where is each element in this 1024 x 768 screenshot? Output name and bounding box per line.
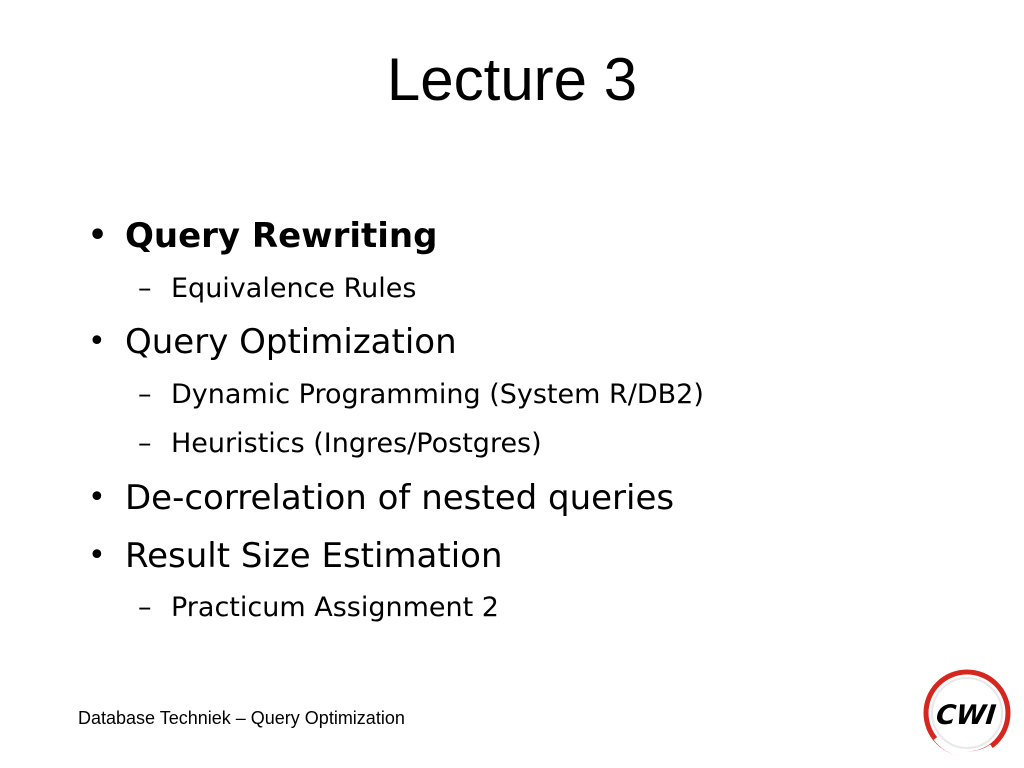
logo-text: CWI [934, 700, 998, 731]
sub-bullet-marker: – [138, 273, 152, 304]
sub-bullet-marker: – [138, 379, 152, 410]
sub-bullet-item [138, 271, 417, 307]
sub-bullet-text: Heuristics (Ingres/Postgres) [171, 428, 542, 459]
bullet-marker: • [88, 480, 106, 515]
bullet-marker: • [88, 218, 108, 253]
sub-bullet-marker: – [138, 592, 152, 623]
bullet-marker: • [88, 538, 106, 573]
bullet-item [88, 534, 503, 578]
cwi-logo [922, 668, 1012, 758]
sub-bullet-marker: – [138, 428, 152, 459]
bullet-item [88, 476, 675, 520]
sub-bullet-item [138, 377, 704, 413]
bullet-item [88, 320, 457, 364]
bullet-text: Query Optimization [125, 322, 457, 362]
bullet-text: De-correlation of nested queries [125, 478, 675, 518]
sub-bullet-text: Equivalence Rules [171, 273, 417, 304]
bullet-text: Result Size Estimation [125, 536, 503, 576]
bullet-marker: • [88, 324, 106, 359]
slide-title: Lecture 3 [386, 46, 638, 113]
sub-bullet-item [138, 590, 499, 626]
sub-bullet-text: Dynamic Programming (System R/DB2) [171, 379, 704, 410]
footer-text: Database Techniek – Query Optimization [78, 708, 405, 728]
sub-bullet-text: Practicum Assignment 2 [171, 592, 499, 623]
bullet-item [88, 214, 438, 258]
bullet-text: Query Rewriting [125, 216, 438, 256]
sub-bullet-item [138, 426, 542, 462]
